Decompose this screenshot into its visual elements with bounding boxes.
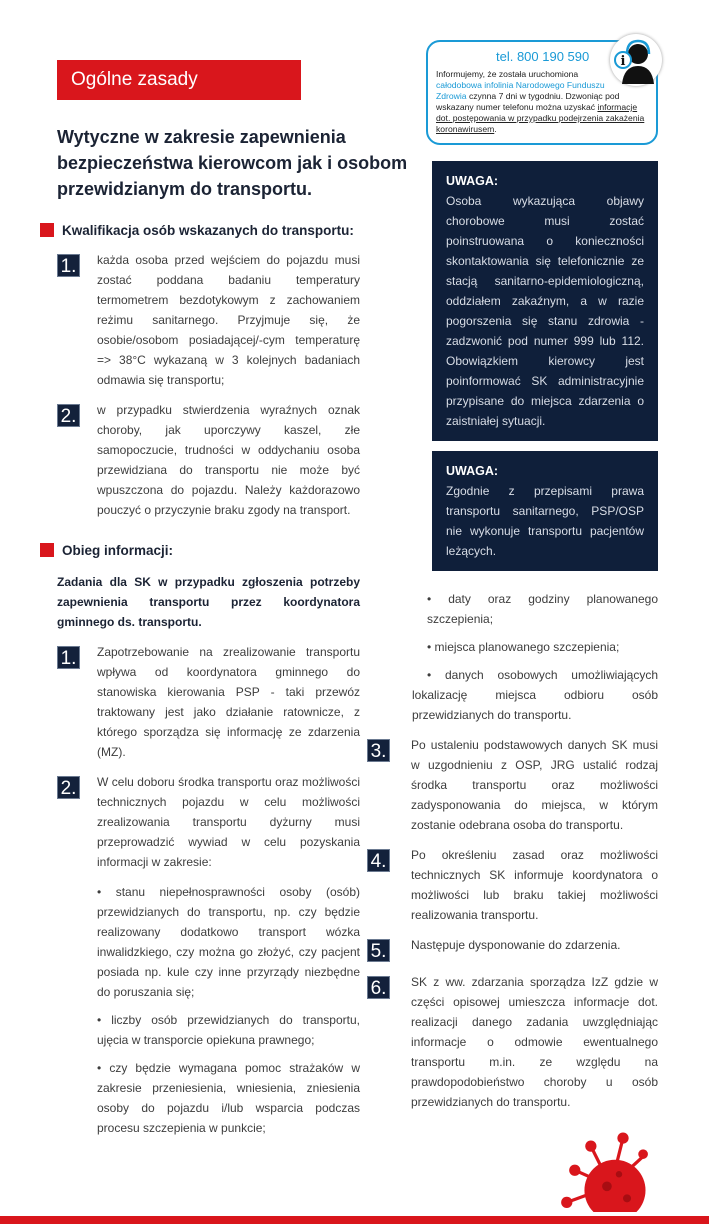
info-text: czynna 7 dni w tygodniu. Dzwoniąc pod wskazany numer telefonu można uzyskać [436, 91, 620, 112]
note-heading: UWAGA: [446, 174, 499, 188]
list-item-text: każda osoba przed wejściem do pojazdu musi zostać poddana badaniu temperatury termometrem bezdotykowym z zachowaniem reżimu sanitarnego. Przyjmuje się, że osobie/osobom posiadającej/-cym temperaturę => 38°C wykazaną w 3 kolejnych badaniach odmawia się transportu; [97, 253, 360, 387]
section-banner: Ogólne zasady [57, 60, 301, 100]
note-text: Osoba wykazująca objawy chorobowe musi zostać poinstruowana o konieczności skontaktowania się telefonicznie ze stacją sanitarno-epidemiologiczną, oddziałem zakaźnym, a w razie pogorszenia się stanu zdrowia - zadzwonić pod numer 999 lub 112. Obowiązkiem kierowcy jest poinformować SK administracyjnie przypisane do miejsca zdarzenia o zaistniałej sytuacji. [446, 194, 644, 428]
list-item [57, 400, 360, 520]
warning-note-transport [432, 451, 658, 571]
right-column [365, 0, 658, 1212]
list-item-text: Po ustaleniu podstawowych danych SK musi w uzgodnieniu z OSP, JRG ustalić rodzaj środka transportu oraz możliwości zadysponowania do miejsca, w którym zostanie odebrana osoba do transportu. [411, 738, 658, 832]
helpline-info-box [426, 40, 658, 145]
note-text: Zgodnie z przepisami prawa transportu sanitarnego, PSP/OSP nie wykonuje transportu pacjentów leżących. [446, 484, 644, 558]
bullet-item: • stanu niepełnosprawności osoby (osób) przewidzianych do transportu, np. czy będzie realizowany dodatkowo transport wózka inwalidzkiego, czy można go złożyć, czy pacjent posiada np. kule czy inne przyrządy niezbędne do poruszania się; [97, 885, 360, 999]
list-item [57, 642, 360, 762]
bullet-item: • miejsca planowanego szczepienia; [427, 640, 620, 654]
list-item [367, 972, 658, 1112]
title-line: przewidzianym do transportu. [57, 179, 313, 199]
number-badge: 4. [367, 849, 390, 872]
list-item [367, 845, 658, 925]
title-line: Wytyczne w zakresie zapewnienia [57, 127, 346, 147]
info-highlight: całodobowa infolinia Narodowego Funduszu Zdrowia [436, 80, 605, 101]
bullet-list-right [412, 589, 658, 725]
bullet-item: • daty oraz godziny planowanego szczepienia; [427, 592, 658, 626]
helpline-phone: tel. 800 190 590 [496, 49, 590, 64]
list-item-text: w przypadku stwierdzenia wyraźnych oznak choroby, jak uporczywy kaszel, złe samopoczucie, trudności w oddychaniu osoba przewidziana do transportu nie może być wpuszczona do pojazdu. Należy każdorazowo pouczyć o przyczynie braku zgody na transport. [97, 403, 360, 517]
footer-red-line [0, 1216, 709, 1224]
number-badge: 2. [57, 776, 80, 799]
heading-text: Kwalifikacja osób wskazanych do transportu: [62, 223, 354, 238]
number-badge: 2. [57, 404, 80, 427]
list-item [57, 250, 360, 390]
number-badge: 6. [367, 976, 390, 999]
heading-text: Obieg informacji: [62, 543, 174, 558]
note-heading: UWAGA: [446, 464, 499, 478]
section-heading-information-flow [40, 542, 360, 560]
number-badge: 3. [367, 739, 390, 762]
section-intro: Zadania dla SK w przypadku zgłoszenia potrzeby zapewnienia transportu przez koordynatora gminnego ds. transportu. [57, 575, 360, 629]
list-item-text: W celu doboru środka transportu oraz możliwości technicznych pojazdu w celu możliwości zrealizowania transportu dyżurny musi przeprowadzić wywiad w celu pozyskania informacji w zakresie: [97, 775, 360, 869]
list-item-text: Po określeniu zasad oraz możliwości technicznych SK informuje koordynatora o możliwości lub braku takiej możliwości realizowania transportu. [411, 848, 658, 922]
number-badge: 1. [57, 646, 80, 669]
info-text: . [494, 124, 497, 134]
list-item-text: Zapotrzebowanie na zrealizowanie transportu wpływa od koordynatora gminnego do stanowiska kierowania PSP - taki przewóz traktowany jest jako działanie ratownicze, z którego sporządza się informację ze zdarzenia (MZ). [97, 645, 360, 759]
list-item-text: Następuje dysponowanie do zdarzenia. [411, 938, 621, 952]
bullet-item: • liczby osób przewidzianych do transportu, ujęcia w transporcie opiekuna prawnego; [97, 1013, 360, 1047]
info-text: Informujemy, że została uruchomiona [436, 69, 579, 79]
red-square-icon [40, 543, 54, 557]
list-item [57, 772, 360, 872]
list-item [367, 935, 658, 962]
svg-text:i: i [620, 54, 626, 69]
bullet-item: • czy będzie wymagana pomoc strażaków w zakresie przeniesienia, wniesienia, zniesienia osoby do pojazdu i/lub wsparcia podczas procesu szczepienia w punkcie; [97, 1061, 360, 1135]
list-item [367, 735, 658, 835]
info-link[interactable]: informacje dot. postępowania w przypadku podejrzenia zakażenia koronawirusem [436, 102, 645, 134]
number-badge: 1. [57, 254, 80, 277]
list-item-text: SK z ww. zdarzania sporządza IzZ gdzie w części opisowej umieszcza informacje dot. realizacji danego zadania uwzględniając informacje o odmowie ewentualnego transportu m.in. ze względu na prawdopodobieństwo choroby u osób przewidzianych do transportu. [411, 975, 658, 1109]
left-column [40, 0, 408, 1146]
bullet-item: • danych osobowych umożliwiających lokalizację miejsca odbioru osób przewidzianych do transportu. [412, 668, 658, 722]
section-heading-qualification [40, 222, 360, 240]
helpline-operator-icon [610, 34, 662, 86]
red-square-icon [40, 223, 54, 237]
title-line: bezpieczeństwa kierowcom jak i osobom [57, 153, 408, 173]
warning-note-symptoms [432, 161, 658, 441]
number-badge: 5. [367, 939, 390, 962]
bullet-list-left [97, 882, 360, 1138]
virus-decoration-icon [539, 1122, 658, 1212]
